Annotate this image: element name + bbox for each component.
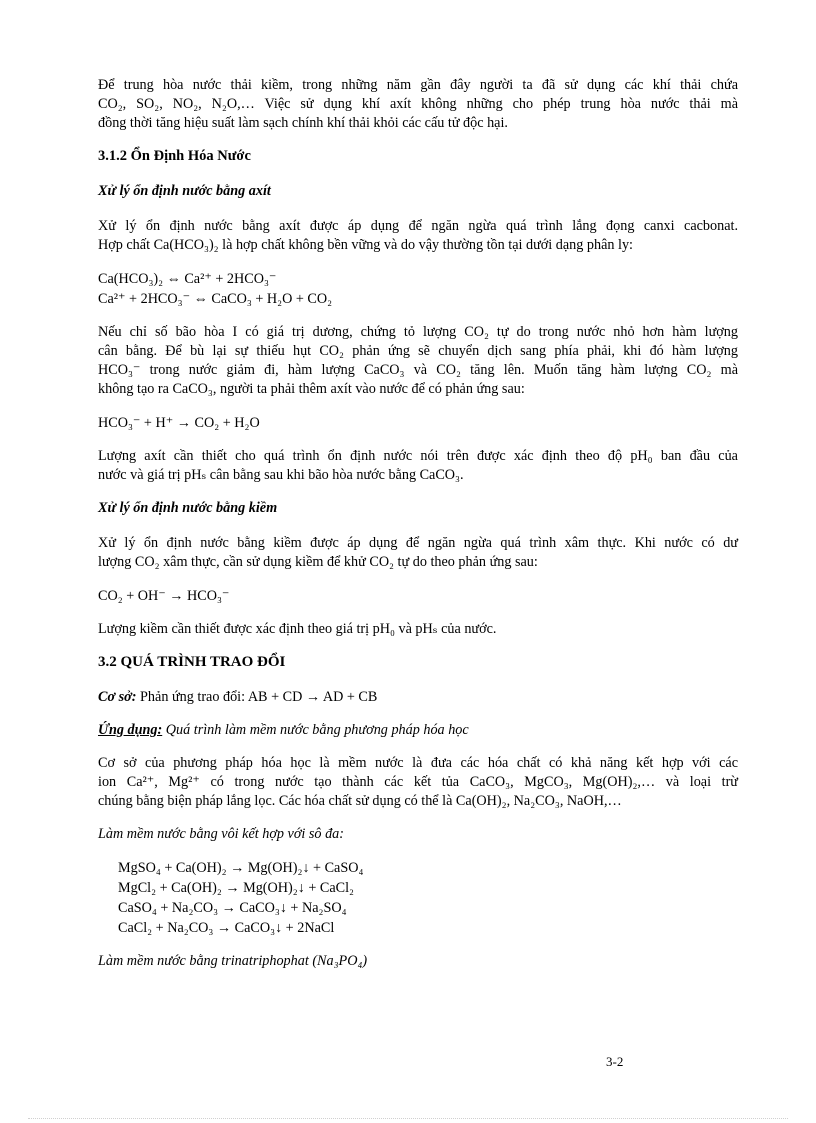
- lime-soda-softening-heading: Làm mềm nước bằng vôi kết hợp với sô đa:: [98, 826, 344, 842]
- text-line: HCO₃⁻ trong nước giảm đi, hàm lượng CaCO₃ và CO₂ tăng lên. Muốn tăng hàm lượng CO₂ mà: [98, 362, 738, 378]
- subheading-acid-stabilization: Xử lý ổn định nước bằng axít: [98, 183, 271, 199]
- acid-amount-paragraph: [98, 447, 738, 485]
- text-line: CO₂, SO₂, NO₂, N₂O,… Việc sử dụng khí axít không những cho phép trung hòa nước thải mà: [98, 96, 738, 112]
- application-line: [98, 721, 738, 740]
- equation: HCO₃⁻ + H⁺ → CO₂ + H₂O: [98, 415, 260, 431]
- basis-line: [98, 688, 738, 707]
- text-line: Hợp chất Ca(HCO₃)₂ là hợp chất không bền vững và do vậy thường tồn tại dưới dạng phân ly:: [98, 237, 634, 253]
- base-paragraph: [98, 534, 738, 572]
- text-line: ion Ca²⁺, Mg²⁺ có trong nước tạo thành các kết tủa CaCO₃, MgCO₃, Mg(OH)₂,… và loại trừ: [98, 774, 738, 790]
- chemical-method-paragraph: [98, 754, 738, 811]
- page-content: [98, 76, 738, 985]
- text-line: đồng thời tăng hiệu suất làm sạch chính khí thải khỏi các cấu tử độc hại.: [98, 115, 508, 131]
- equation: MgCl₂ + Ca(OH)₂ → Mg(OH)₂↓ + CaCl₂: [118, 880, 354, 896]
- saturation-paragraph: [98, 323, 738, 399]
- text-line: cân bằng. Để bù lại sự thiếu hụt CO₂ phản ứng sẽ chuyển dịch sang phía phải, khi đó hàm lượng: [98, 343, 738, 359]
- trisodium-phosphate-softening-heading: Làm mềm nước bằng trinatriphophat (Na₃PO₄): [98, 953, 368, 969]
- section-heading-3-2: 3.2 QUÁ TRÌNH TRAO ĐỔI: [98, 654, 286, 670]
- text-line: chúng bằng biện pháp lắng lọc. Các hóa chất sử dụng có thể là Ca(OH)₂, Na₂CO₃, NaOH,…: [98, 793, 622, 809]
- page-bottom-divider: [28, 1118, 788, 1119]
- base-amount-paragraph: Lượng kiềm cần thiết được xác định theo giá trị pH₀ và pHₛ của nước.: [98, 621, 497, 637]
- text-line: Cơ sở của phương pháp hóa học là mềm nước là đưa các hóa chất có khả năng kết hợp với các: [98, 755, 738, 771]
- equation: Ca(HCO₃)₂ ⇔ Ca²⁺ + 2HCO₃⁻: [98, 271, 277, 287]
- equation: CaCl₂ + Na₂CO₃ → CaCO₃↓ + 2NaCl: [118, 920, 335, 936]
- softening-equations: [98, 858, 738, 938]
- page-number: 3-2: [606, 1054, 624, 1069]
- text-line: Để trung hòa nước thải kiềm, trong những năm gần đây người ta đã sử dụng các khí thải chứa: [98, 77, 738, 93]
- acid-equations: [98, 269, 738, 309]
- acid-paragraph: [98, 217, 738, 255]
- intro-paragraph: [98, 76, 738, 133]
- subheading-base-stabilization: Xử lý ổn định nước bằng kiềm: [98, 500, 278, 516]
- text-line: Xử lý ổn định nước bằng axít được áp dụng để ngăn ngừa quá trình lắng đọng canxi cacbonat.: [98, 218, 738, 234]
- text-line: Xử lý ổn định nước bằng kiềm được áp dụng để ngăn ngừa quá trình xâm thực. Khi nước có dư: [98, 535, 738, 551]
- equation: Ca²⁺ + 2HCO₃⁻ ⇔ CaCO₃ + H₂O + CO₂: [98, 291, 333, 307]
- basis-text: Phản ứng trao đổi: AB + CD → AD + CB: [136, 689, 378, 705]
- base-equation: [98, 586, 738, 606]
- equation: MgSO₄ + Ca(OH)₂ → Mg(OH)₂↓ + CaSO₄: [118, 860, 364, 876]
- text-line: không tạo ra CaCO₃, người ta phải thêm axít vào nước để có phản ứng sau:: [98, 381, 525, 397]
- text-line: lượng CO₂ xâm thực, cần sử dụng kiềm để khử CO₂ tự do theo phản ứng sau:: [98, 554, 538, 570]
- text-line: nước và giá trị pHₛ cân bằng sau khi bão hòa nước bằng CaCO₃.: [98, 467, 464, 483]
- text-line: Lượng axít cần thiết cho quá trình ổn định nước nói trên được xác định theo độ pH₀ ban đầu của: [98, 448, 738, 464]
- equation: CaSO₄ + Na₂CO₃ → CaCO₃↓ + Na₂SO₄: [118, 900, 347, 916]
- section-heading-3-1-2: 3.1.2 Ổn Định Hóa Nước: [98, 148, 251, 164]
- equation: CO₂ + OH⁻ → HCO₃⁻: [98, 588, 230, 604]
- application-label: Ứng dụng:: [98, 722, 163, 738]
- basis-label: Cơ sở:: [98, 689, 137, 705]
- text-line: Nếu chỉ số bão hòa I có giá trị dương, chứng tỏ lượng CO₂ tự do trong nước nhỏ hơn hàm lượng: [98, 324, 738, 340]
- acid-neutralization-equation: [98, 413, 738, 433]
- application-text: Quá trình làm mềm nước bằng phương pháp hóa học: [162, 722, 469, 738]
